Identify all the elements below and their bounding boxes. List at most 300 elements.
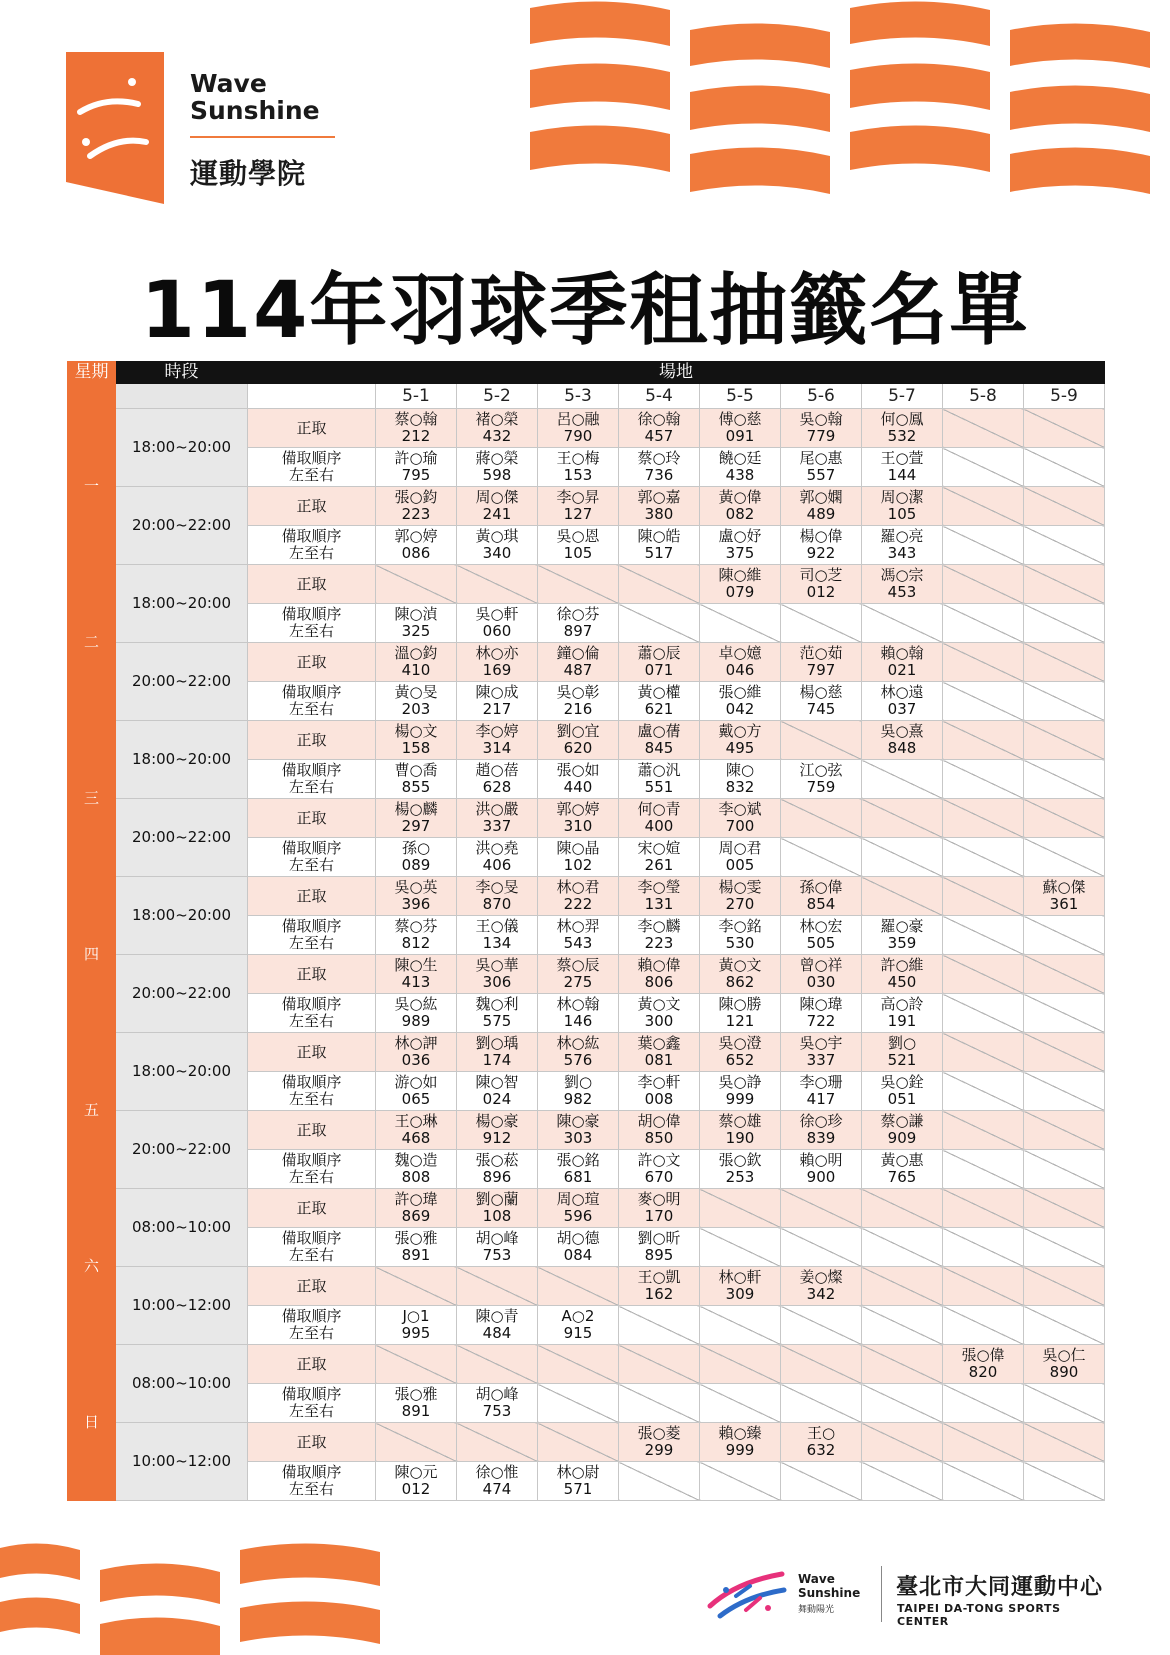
entry-number: 361 [1049,895,1079,913]
empty-cell [943,1189,1024,1228]
day-cell: 六 [68,1189,116,1345]
empty-cell [457,565,538,604]
entry-cell [457,1306,538,1345]
entry-number: 036 [401,1051,431,1069]
entry-cell [862,721,943,760]
empty-cell [619,565,700,604]
entry-number: 299 [644,1441,674,1459]
entry-name: 林○宏 [799,917,843,935]
category-main: 正取 [248,1111,376,1150]
court-header-5-2: 5-2 [457,384,538,409]
empty-cell [1024,604,1105,643]
entry-name: 卓○嬑 [718,644,762,662]
category-alt-line-1: 備取順序 [281,839,342,857]
entry-cell [538,877,619,916]
entry-name: 吳○熹 [880,722,924,740]
entry-cell [700,1423,781,1462]
category-main: 正取 [248,955,376,994]
entry-number: 505 [806,934,836,952]
entry-cell [376,487,457,526]
entry-cell [538,955,619,994]
entry-name: 王○萱 [880,449,924,467]
entry-number: 891 [401,1246,431,1264]
entry-number: 598 [482,466,512,484]
empty-cell [538,1423,619,1462]
entry-cell [619,799,700,838]
entry-number: 300 [644,1012,674,1030]
entry-cell [862,682,943,721]
entry-name: 羅○豪 [880,917,924,935]
entry-number: 081 [644,1051,674,1069]
entry-cell [700,1267,781,1306]
entry-number: 275 [563,973,593,991]
entry-name: 張○偉 [961,1346,1005,1364]
entry-number: 790 [563,427,593,445]
entry-number: 359 [887,934,917,952]
entry-name: 張○如 [556,761,600,779]
table-row [68,1423,1105,1462]
entry-name: 蔡○謙 [880,1112,924,1130]
empty-cell [619,1345,700,1384]
entry-name: 吳○華 [475,956,519,974]
entry-number: 982 [563,1090,593,1108]
entry-cell [700,1150,781,1189]
entry-name: 張○雅 [394,1385,438,1403]
entry-cell [376,526,457,565]
entry-number: 406 [482,856,512,874]
entry-name: 黃○惠 [880,1151,924,1169]
entry-number: 084 [563,1246,593,1264]
entry-number: 309 [725,1285,755,1303]
empty-cell [862,760,943,799]
brand-line-1: Wave [190,69,267,98]
category-alt-line-1: 備取順序 [281,605,342,623]
entry-name: 蔡○芬 [394,917,438,935]
entry-name: 張○欽 [718,1151,762,1169]
entry-number: 495 [725,739,755,757]
entry-cell [862,487,943,526]
entry-cell [700,721,781,760]
entry-number: 521 [887,1051,917,1069]
entry-name: 徐○惟 [475,1463,519,1481]
entry-number: 223 [644,934,674,952]
entry-name: 李○珊 [799,1073,843,1091]
entry-name: 張○銘 [556,1151,600,1169]
entry-number: 543 [563,934,593,952]
entry-cell [862,1111,943,1150]
entry-number: 297 [401,817,431,835]
entry-cell [781,643,862,682]
empty-cell [1024,1267,1105,1306]
entry-name: 吳○諍 [718,1073,762,1091]
table-row [68,1345,1105,1384]
entry-cell [781,955,862,994]
entry-name: 陳○豪 [556,1112,600,1130]
entry-number: 410 [401,661,431,679]
header-spacer-day [68,384,116,409]
entry-cell [457,721,538,760]
entry-cell [457,448,538,487]
entry-name: 王○ [806,1424,836,1442]
entry-number: 457 [644,427,674,445]
empty-cell [781,1345,862,1384]
entry-cell [457,643,538,682]
empty-cell [781,1306,862,1345]
entry-name: 蕭○辰 [637,644,681,662]
entry-cell [538,526,619,565]
empty-cell [1024,838,1105,877]
entry-name: 黃○文 [637,995,681,1013]
category-alt-line-2: 左至右 [288,934,334,952]
entry-number: 870 [482,895,512,913]
empty-cell [1024,916,1105,955]
entry-name: 蔣○榮 [475,449,519,467]
entry-name: 胡○峰 [475,1385,519,1403]
entry-name: 曾○祥 [799,956,843,974]
entry-number: 127 [563,505,593,523]
entry-name: 何○鳳 [880,410,924,428]
entry-number: 121 [725,1012,755,1030]
entry-number: 700 [725,817,755,835]
entry-name: 蔡○翰 [394,410,438,428]
entry-number: 306 [482,973,512,991]
entry-name: 許○維 [880,956,924,974]
entry-cell [538,799,619,838]
entry-cell [376,682,457,721]
entry-cell [619,1072,700,1111]
empty-cell [943,1267,1024,1306]
entry-name: 王○凱 [637,1268,681,1286]
entry-cell [781,1423,862,1462]
entry-number: 108 [482,1207,512,1225]
entry-name: 郭○婷 [556,800,600,818]
entry-name: 黃○偉 [718,488,762,506]
empty-cell [943,877,1024,916]
empty-cell [1024,487,1105,526]
time-slot-cell: 18:00~20:00 [116,1033,248,1111]
time-slot-cell: 18:00~20:00 [116,565,248,643]
entry-cell [1024,877,1105,916]
empty-cell [457,1423,538,1462]
category-alternate [248,1306,376,1345]
entry-number: 891 [401,1402,431,1420]
entry-cell [376,721,457,760]
entry-name: 陳○湞 [394,605,438,623]
entry-name: 呂○融 [556,410,600,428]
entry-cell [538,1033,619,1072]
entry-cell [700,487,781,526]
entry-number: 845 [644,739,674,757]
empty-cell [943,1228,1024,1267]
entry-number: 343 [887,544,917,562]
empty-cell [943,448,1024,487]
entry-name: 李○麟 [637,917,681,935]
entry-cell [457,877,538,916]
entry-number: 310 [563,817,593,835]
time-slot-cell: 18:00~20:00 [116,409,248,487]
empty-cell [943,526,1024,565]
entry-name: 高○詅 [880,995,924,1013]
entry-cell [457,955,538,994]
entry-number: 203 [401,700,431,718]
entry-cell [781,526,862,565]
category-alt-line-2: 左至右 [288,622,334,640]
table-row [68,1189,1105,1228]
entry-number: 005 [725,856,755,874]
category-alt-line-2: 左至右 [288,856,334,874]
category-alt-line-1: 備取順序 [281,449,342,467]
entry-cell [781,877,862,916]
category-alt-line-2: 左至右 [288,1402,334,1420]
table-row [68,1033,1105,1072]
entry-number: 869 [401,1207,431,1225]
entry-number: 759 [806,778,836,796]
entry-number: 632 [806,1441,836,1459]
entry-name: 孫○ [401,839,431,857]
entry-cell [619,1189,700,1228]
wave-sunshine-logo-mark [66,52,164,204]
entry-cell [538,1189,619,1228]
entry-number: 745 [806,700,836,718]
entry-name: 游○如 [394,1073,438,1091]
entry-cell [457,526,538,565]
category-alt-line-2: 左至右 [288,1012,334,1030]
category-alternate [248,682,376,721]
empty-cell [1024,1228,1105,1267]
entry-number: 532 [887,427,917,445]
brand-line-2: Sunshine [190,96,320,125]
empty-cell [1024,1423,1105,1462]
category-main: 正取 [248,721,376,760]
entry-cell [538,760,619,799]
table-row [68,955,1105,994]
empty-cell [781,799,862,838]
entry-name: 姜○燦 [799,1268,843,1286]
category-alternate [248,838,376,877]
category-main: 正取 [248,877,376,916]
empty-cell [781,1462,862,1501]
entry-name: 蕭○汎 [637,761,681,779]
entry-cell [457,1462,538,1501]
entry-name: 劉○蘭 [475,1190,519,1208]
entry-number: 153 [563,466,593,484]
entry-name: 李○瑩 [637,878,681,896]
page-title: 114年羽球季租抽籤名單 [140,266,1030,356]
entry-number: 551 [644,778,674,796]
empty-cell [862,838,943,877]
entry-name: 許○瑋 [394,1190,438,1208]
entry-name: 李○昇 [556,488,600,506]
entry-cell [619,994,700,1033]
empty-cell [700,604,781,643]
entry-name: 吳○英 [394,878,438,896]
entry-number: 131 [644,895,674,913]
entry-name: 劉○ [563,1073,593,1091]
court-header-5-9: 5-9 [1024,384,1105,409]
entry-number: 342 [806,1285,836,1303]
entry-name: 陳○青 [475,1307,519,1325]
entry-name: 陳○瑋 [799,995,843,1013]
category-main: 正取 [248,487,376,526]
entry-name: 孫○偉 [799,878,843,896]
entry-name: 陳○維 [718,566,762,584]
category-alt-line-2: 左至右 [288,700,334,718]
empty-cell [943,721,1024,760]
category-alt-line-2: 左至右 [288,1324,334,1342]
entry-cell [700,760,781,799]
empty-cell [1024,1072,1105,1111]
entry-cell [619,526,700,565]
entry-name: 李○旻 [475,878,519,896]
wave-sunshine-footer-icon [706,1566,788,1622]
category-main: 正取 [248,1423,376,1462]
entry-name: 林○紘 [556,1034,600,1052]
category-main: 正取 [248,1189,376,1228]
empty-cell [862,1423,943,1462]
day-cell: 三 [68,721,116,877]
category-alt-line-2: 左至右 [288,1168,334,1186]
entry-number: 134 [482,934,512,952]
entry-number: 337 [482,817,512,835]
entry-name: 吳○紘 [394,995,438,1013]
table-row [68,877,1105,916]
empty-cell [943,1306,1024,1345]
entry-cell [700,682,781,721]
entry-cell [619,955,700,994]
empty-cell [700,1306,781,1345]
entry-cell [862,1033,943,1072]
entry-cell [538,682,619,721]
entry-number: 895 [644,1246,674,1264]
entry-name: 周○君 [718,839,762,857]
empty-cell [862,1306,943,1345]
entry-number: 797 [806,661,836,679]
entry-cell [538,721,619,760]
entry-number: 489 [806,505,836,523]
time-slot-cell: 20:00~22:00 [116,799,248,877]
category-alternate [248,1462,376,1501]
entry-number: 848 [887,739,917,757]
entry-number: 337 [806,1051,836,1069]
entry-cell [700,565,781,604]
entry-number: 432 [482,427,512,445]
empty-cell [943,1462,1024,1501]
empty-cell [943,838,1024,877]
entry-number: 795 [401,466,431,484]
entry-name: 劉○宜 [556,722,600,740]
entry-name: 戴○方 [718,722,762,740]
entry-cell [1024,1345,1105,1384]
entry-number: 012 [401,1480,431,1498]
entry-number: 484 [482,1324,512,1342]
entry-name: 陳○ [725,761,755,779]
entry-cell [457,1228,538,1267]
entry-cell [619,487,700,526]
empty-cell [943,643,1024,682]
entry-cell [457,604,538,643]
entry-cell [538,643,619,682]
table-row [68,487,1105,526]
entry-number: 024 [482,1090,512,1108]
empty-cell [943,409,1024,448]
entry-cell [619,682,700,721]
court-header-5-4: 5-4 [619,384,700,409]
empty-cell [943,565,1024,604]
entry-number: 999 [725,1441,755,1459]
entry-number: 303 [563,1129,593,1147]
empty-cell [943,604,1024,643]
empty-cell [538,1345,619,1384]
empty-cell [1024,643,1105,682]
brand-divider [190,136,335,138]
empty-cell [1024,1462,1105,1501]
entry-cell [376,1462,457,1501]
category-alt-line-1: 備取順序 [281,683,342,701]
footer-logos [706,1562,1106,1632]
entry-name: 林○尉 [556,1463,600,1481]
entry-number: 191 [887,1012,917,1030]
entry-number: 753 [482,1246,512,1264]
entry-name: 林○亦 [475,644,519,662]
empty-cell [376,1423,457,1462]
empty-cell [1024,760,1105,799]
category-alternate [248,526,376,565]
empty-cell [862,604,943,643]
brand-subtitle: 運動學院 [190,157,307,190]
entry-name: 蔡○辰 [556,956,600,974]
empty-cell [1024,994,1105,1033]
entry-name: 蔡○玲 [637,449,681,467]
time-slot-cell: 20:00~22:00 [116,1111,248,1189]
entry-name: 吳○恩 [556,527,600,545]
entry-number: 438 [725,466,755,484]
entry-number: 314 [482,739,512,757]
entry-cell [457,1033,538,1072]
entry-cell [376,1306,457,1345]
entry-cell [376,643,457,682]
entry-cell [862,526,943,565]
empty-cell [943,487,1024,526]
category-alt-line-1: 備取順序 [281,1307,342,1325]
entry-cell [619,721,700,760]
category-alternate [248,604,376,643]
entry-number: 413 [401,973,431,991]
entry-name: 麥○明 [637,1190,681,1208]
entry-number: 468 [401,1129,431,1147]
time-slot-cell: 18:00~20:00 [116,721,248,799]
footer-brand-line-1: Wave [798,1572,835,1586]
entry-number: 174 [482,1051,512,1069]
entry-cell [538,448,619,487]
header-spacer-slot [116,384,248,409]
time-slot-cell: 10:00~12:00 [116,1267,248,1345]
entry-name: 林○遠 [880,683,924,701]
empty-cell [1024,1384,1105,1423]
entry-name: 盧○妤 [718,527,762,545]
empty-cell [862,1228,943,1267]
entry-cell [538,1462,619,1501]
bottom-wave-pattern [0,1540,400,1655]
entry-name: 劉○瑀 [475,1034,519,1052]
entry-name: 吳○軒 [475,605,519,623]
entry-number: 765 [887,1168,917,1186]
entry-name: 王○琳 [394,1112,438,1130]
entry-cell [700,526,781,565]
entry-name: 范○茹 [799,644,843,662]
entry-cell [781,1033,862,1072]
table-row [68,1267,1105,1306]
entry-number: 530 [725,934,755,952]
